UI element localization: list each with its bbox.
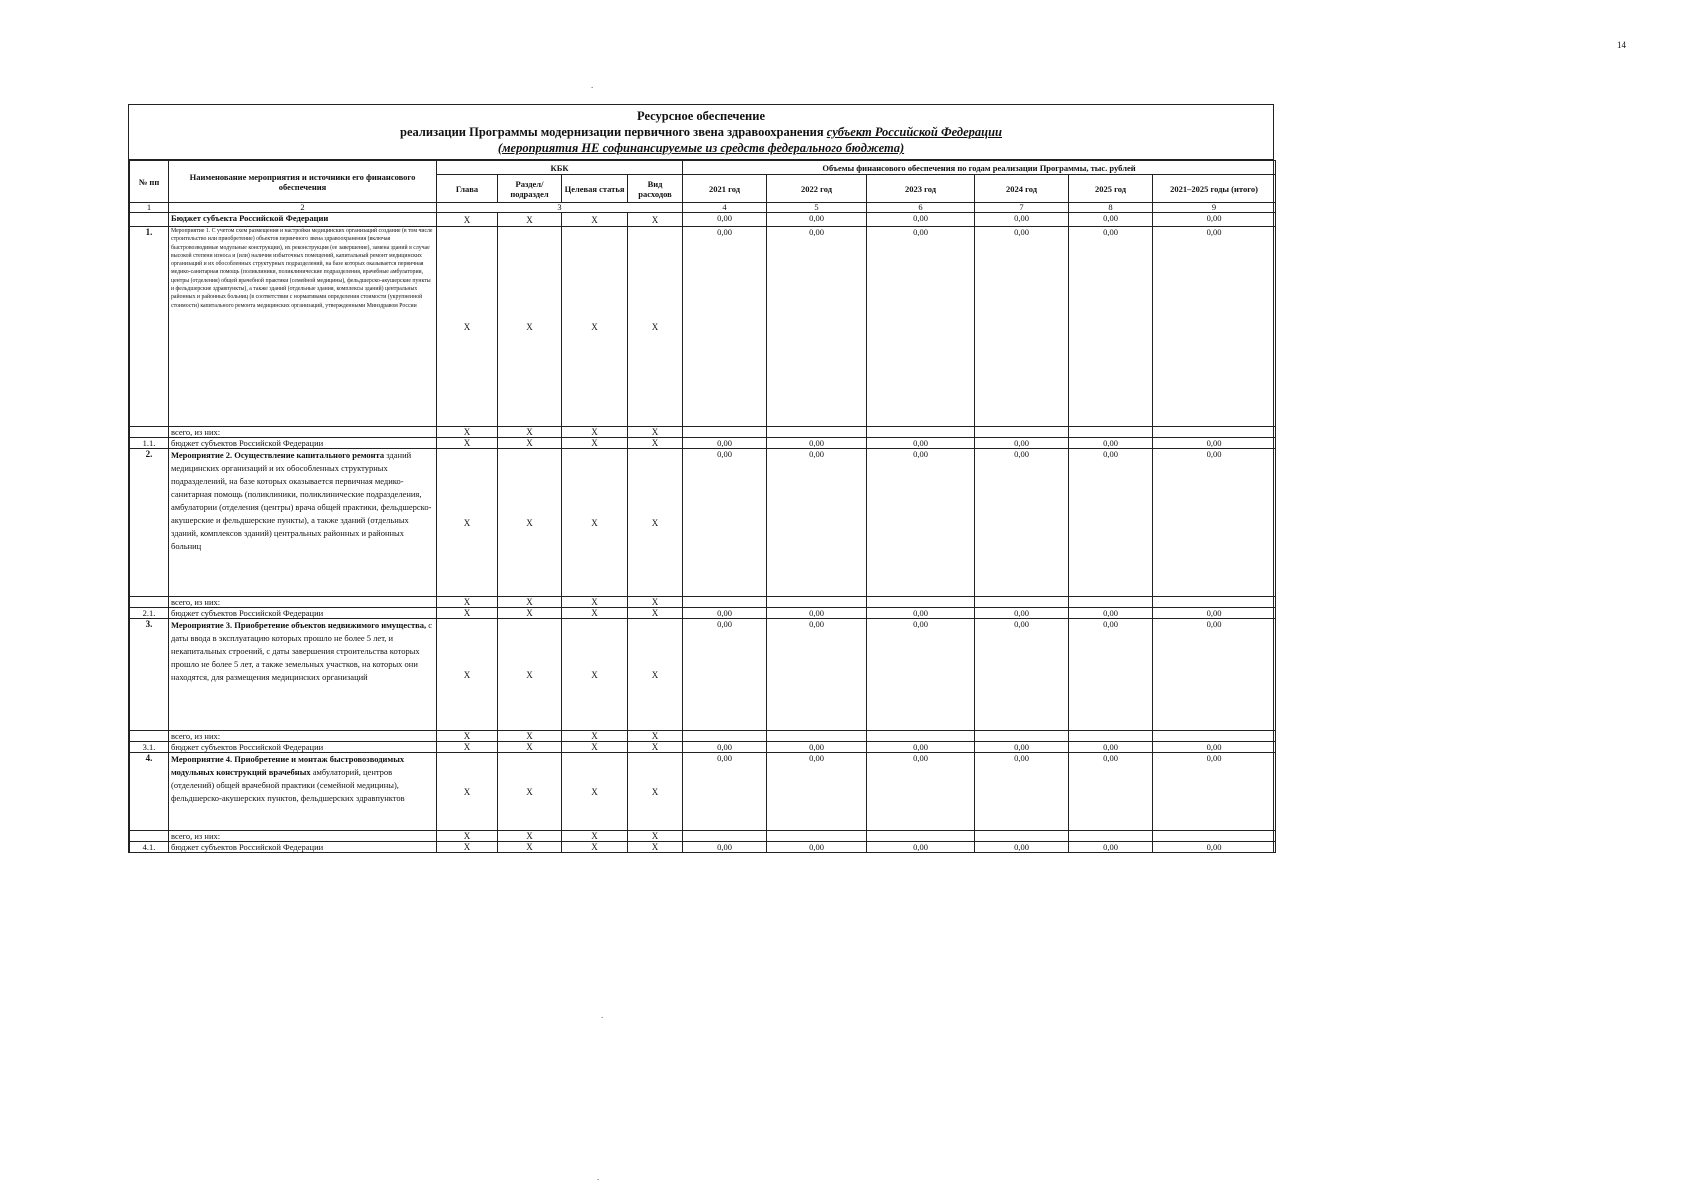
header-year: 2021 год (683, 175, 767, 203)
funding-value: 0,00 (1069, 619, 1153, 731)
funding-value: 0,00 (1153, 619, 1276, 731)
kbk-x-cell: X (498, 831, 562, 842)
funding-value: 0,00 (1153, 449, 1276, 597)
table-row (130, 742, 1276, 753)
funding-value: 0,00 (683, 213, 767, 227)
funding-value: 0,00 (683, 753, 767, 831)
kbk-x-cell: X (628, 438, 683, 449)
empty-cell (867, 597, 975, 608)
funding-value: 0,00 (1069, 438, 1153, 449)
column-number: 3 (437, 203, 683, 213)
kbk-x-cell: X (562, 449, 628, 597)
total-row-label: всего, из них: (169, 731, 437, 742)
column-number: 2 (169, 203, 437, 213)
column-number: 5 (767, 203, 867, 213)
funding-value: 0,00 (1069, 608, 1153, 619)
funding-value: 0,00 (1069, 753, 1153, 831)
measure-number: 3. (130, 619, 169, 731)
kbk-x-cell: X (437, 438, 498, 449)
funding-value: 0,00 (975, 842, 1069, 853)
kbk-x-cell: X (437, 427, 498, 438)
funding-value: 0,00 (683, 227, 767, 427)
measure-text: амбулаторий, центров (отделений) общей врачебной практики (семейной медицины), фельдшерско-акушерских пунктов, фельдшерских здравпунктов (171, 767, 405, 803)
kbk-x-cell: X (562, 438, 628, 449)
measure-description (169, 619, 437, 731)
table-row (130, 842, 1276, 853)
kbk-x-cell: X (628, 842, 683, 853)
empty-cell (130, 427, 169, 438)
funding-value: 0,00 (867, 753, 975, 831)
kbk-x-cell: X (498, 842, 562, 853)
kbk-x-cell: X (562, 753, 628, 831)
kbk-x-cell: X (628, 449, 683, 597)
kbk-x-cell: X (437, 227, 498, 427)
kbk-x-cell: X (437, 608, 498, 619)
kbk-x-cell: X (498, 227, 562, 427)
kbk-x-cell: X (628, 427, 683, 438)
funding-value: 0,00 (767, 742, 867, 753)
measure-text: с даты ввода в эксплуатацию которых прошло не более 5 лет, и некапитальных строений, с даты завершения строительства которых прошло не более 5 лет, а также земельных участков, на которых они находятся, для размещения медицинских организаций (171, 620, 433, 682)
funding-value: 0,00 (975, 227, 1069, 427)
table-row (130, 449, 1276, 597)
scan-mark: . (591, 80, 594, 90)
scan-mark: . (601, 1010, 604, 1020)
sub-number: 4.1. (130, 842, 169, 853)
empty-cell (683, 731, 767, 742)
budget-row-label: Бюджет субъекта Российской Федерации (169, 213, 437, 227)
funding-value: 0,00 (1153, 753, 1276, 831)
funding-table (129, 160, 1276, 853)
sub-row-label: бюджет субъектов Российской Федерации (169, 608, 437, 619)
header-year: 2025 год (1069, 175, 1153, 203)
column-number: 4 (683, 203, 767, 213)
kbk-x-cell: X (437, 753, 498, 831)
empty-cell (1069, 597, 1153, 608)
table-row (130, 227, 1276, 427)
measure-description (169, 227, 437, 427)
kbk-x-cell: X (498, 608, 562, 619)
funding-value: 0,00 (683, 619, 767, 731)
empty-cell (767, 731, 867, 742)
empty-cell (683, 831, 767, 842)
title-line-1: Ресурсное обеспечение (636, 109, 765, 123)
kbk-x-cell: X (562, 427, 628, 438)
sub-number: 1.1. (130, 438, 169, 449)
kbk-x-cell: X (498, 427, 562, 438)
funding-value: 0,00 (867, 742, 975, 753)
table-row (130, 213, 1276, 227)
table-row (130, 597, 1276, 608)
kbk-x-cell: X (437, 619, 498, 731)
funding-value: 0,00 (683, 438, 767, 449)
kbk-x-cell: X (628, 227, 683, 427)
table-title (129, 105, 1273, 160)
empty-cell (767, 831, 867, 842)
funding-value: 0,00 (867, 619, 975, 731)
empty-cell (1069, 831, 1153, 842)
title-prefix: реализации Программы модернизации первичного звена здравоохранения (400, 125, 827, 139)
header-year: 2022 год (767, 175, 867, 203)
header-funding: Объемы финансового обеспечения по годам реализации Программы, тыс. рублей (683, 161, 1276, 175)
header-kbk-col: Целевая статья (562, 175, 628, 203)
funding-value: 0,00 (975, 742, 1069, 753)
kbk-x-cell: X (562, 608, 628, 619)
funding-value: 0,00 (767, 213, 867, 227)
kbk-x-cell: X (562, 831, 628, 842)
kbk-x-cell: X (628, 731, 683, 742)
kbk-x-cell: X (628, 742, 683, 753)
kbk-x-cell: X (437, 831, 498, 842)
funding-value: 0,00 (767, 842, 867, 853)
funding-value: 0,00 (683, 742, 767, 753)
funding-value: 0,00 (975, 438, 1069, 449)
empty-cell (1069, 427, 1153, 438)
empty-cell (1153, 597, 1276, 608)
funding-value: 0,00 (975, 449, 1069, 597)
funding-value: 0,00 (1069, 842, 1153, 853)
header-year: 2023 год (867, 175, 975, 203)
funding-value: 0,00 (1069, 449, 1153, 597)
funding-value: 0,00 (767, 608, 867, 619)
sub-row-label: бюджет субъектов Российской Федерации (169, 742, 437, 753)
total-row-label: всего, из них: (169, 427, 437, 438)
kbk-x-cell: X (437, 449, 498, 597)
kbk-x-cell: X (562, 742, 628, 753)
header-year: 2024 год (975, 175, 1069, 203)
kbk-x-cell: X (628, 753, 683, 831)
empty-cell (130, 597, 169, 608)
kbk-x-cell: X (628, 619, 683, 731)
kbk-x-cell: X (498, 449, 562, 597)
measure-title: Мероприятие 3. Приобретение объектов недвижимого имущества, (171, 620, 429, 630)
sub-number: 2.1. (130, 608, 169, 619)
empty-cell (767, 597, 867, 608)
kbk-x-cell: X (562, 731, 628, 742)
kbk-x-cell: X (437, 597, 498, 608)
funding-value: 0,00 (1069, 227, 1153, 427)
funding-value: 0,00 (867, 438, 975, 449)
funding-value: 0,00 (867, 213, 975, 227)
kbk-x-cell: X (498, 742, 562, 753)
funding-value: 0,00 (975, 608, 1069, 619)
measure-number: 2. (130, 449, 169, 597)
funding-value: 0,00 (767, 438, 867, 449)
header-year: 2021–2025 годы (итого) (1153, 175, 1276, 203)
kbk-x-cell: X (498, 213, 562, 227)
empty-cell (867, 427, 975, 438)
header-kbk-col: Глава (437, 175, 498, 203)
kbk-x-cell: X (562, 213, 628, 227)
empty-cell (867, 731, 975, 742)
kbk-x-cell: X (498, 597, 562, 608)
resource-table-sheet (128, 104, 1274, 853)
kbk-x-cell: X (628, 831, 683, 842)
sub-row-label: бюджет субъектов Российской Федерации (169, 438, 437, 449)
column-number: 6 (867, 203, 975, 213)
funding-value: 0,00 (1153, 842, 1276, 853)
funding-value: 0,00 (683, 608, 767, 619)
empty-cell (975, 597, 1069, 608)
title-subject: субъект Российской Федерации (826, 125, 1002, 139)
empty-cell (975, 731, 1069, 742)
funding-value: 0,00 (683, 449, 767, 597)
header-num: № пп (130, 161, 169, 203)
header-kbk: КБК (437, 161, 683, 175)
kbk-x-cell: X (498, 731, 562, 742)
empty-cell (1153, 831, 1276, 842)
measure-description (169, 753, 437, 831)
kbk-x-cell: X (628, 213, 683, 227)
header-kbk-col: Вид расходов (628, 175, 683, 203)
table-row (130, 753, 1276, 831)
column-number: 7 (975, 203, 1069, 213)
kbk-x-cell: X (498, 438, 562, 449)
empty-cell (867, 831, 975, 842)
measure-description (169, 449, 437, 597)
total-row-label: всего, из них: (169, 597, 437, 608)
kbk-x-cell: X (628, 608, 683, 619)
column-number: 1 (130, 203, 169, 213)
measure-text: С учетом схем размещения и настройки медицинских организаций создание (в том числе строительство или приобретение) объектов первичного звена здравоохранения (включая быстровозводимые модульные конструкции), их реконструкция (ее завершение), замена зданий в случае высокой степени износа и (или) наличия избыточных помещений, капитальный ремонт медицинских организаций и их обособленных структурных подразделений, на базе которых оказывается первичная медико-санитарная помощь (поликлиники, поликлинические подразделения, врачебные амбулатории, центры (отделения) общей врачебной практики (семейной медицины), фельдшерско-акушерские пункты и фельдшерские здравпункты), а также зданий (отдельные здания, комплексы зданий) центральных районных и районных больниц (в соответствии с нормативами определения стоимости (укрупненной стоимости) капитального ремонта медицинских организаций, утвержденными Минздравом России (171, 228, 433, 309)
funding-value: 0,00 (867, 608, 975, 619)
table-row (130, 427, 1276, 438)
kbk-x-cell: X (437, 731, 498, 742)
funding-value: 0,00 (1069, 213, 1153, 227)
measure-number: 4. (130, 753, 169, 831)
empty-cell (683, 597, 767, 608)
table-row (130, 831, 1276, 842)
funding-value: 0,00 (767, 449, 867, 597)
title-line-3: (мероприятия НЕ софинансируемые из средств федерального бюджета) (497, 141, 905, 155)
funding-value: 0,00 (1069, 742, 1153, 753)
measure-title: Мероприятие 2. Осуществление капитального ремонта (171, 450, 387, 460)
funding-value: 0,00 (975, 753, 1069, 831)
kbk-x-cell: X (562, 619, 628, 731)
title-line-2 (129, 124, 1273, 140)
empty-cell (130, 213, 169, 227)
kbk-x-cell: X (498, 753, 562, 831)
kbk-x-cell: X (628, 597, 683, 608)
funding-value: 0,00 (683, 842, 767, 853)
table-row (130, 608, 1276, 619)
header-kbk-col: Раздел/ подраздел (498, 175, 562, 203)
empty-cell (767, 427, 867, 438)
kbk-x-cell: X (562, 227, 628, 427)
column-number: 8 (1069, 203, 1153, 213)
empty-cell (130, 731, 169, 742)
funding-value: 0,00 (1153, 608, 1276, 619)
measure-number: 1. (130, 227, 169, 427)
empty-cell (1069, 731, 1153, 742)
funding-value: 0,00 (1153, 213, 1276, 227)
measure-title: Мероприятие 1. (171, 228, 212, 234)
funding-value: 0,00 (867, 227, 975, 427)
table-row (130, 731, 1276, 742)
empty-cell (130, 831, 169, 842)
measure-title: Мероприятие 4. Приобретение и монтаж быстровозводимых модульных конструкций врачебных (171, 754, 405, 777)
kbk-x-cell: X (437, 742, 498, 753)
scan-mark: . (597, 1172, 600, 1182)
funding-value: 0,00 (1153, 742, 1276, 753)
funding-value: 0,00 (975, 619, 1069, 731)
funding-value: 0,00 (867, 449, 975, 597)
kbk-x-cell: X (562, 597, 628, 608)
sub-number: 3.1. (130, 742, 169, 753)
empty-cell (975, 831, 1069, 842)
funding-value: 0,00 (767, 227, 867, 427)
table-row (130, 619, 1276, 731)
table-row (130, 438, 1276, 449)
kbk-x-cell: X (437, 842, 498, 853)
funding-value: 0,00 (975, 213, 1069, 227)
empty-cell (1153, 731, 1276, 742)
header-name: Наименование мероприятия и источники его финансового обеспечения (169, 161, 437, 203)
funding-value: 0,00 (1153, 438, 1276, 449)
total-row-label: всего, из них: (169, 831, 437, 842)
funding-value: 0,00 (1153, 227, 1276, 427)
column-number: 9 (1153, 203, 1276, 213)
empty-cell (683, 427, 767, 438)
measure-text: зданий медицинских организаций и их обособленных структурных подразделений, на базе которых оказывается первичная медико-санитарная помощь (поликлиники, поликлинические подразделения, амбулатории (отделения (центры) врача общей практики, фельдшерско-акушерские и фельдшерские пункты), а также зданий (отдельных зданий, комплексов зданий) центральных районных и районных больниц (171, 450, 432, 551)
funding-value: 0,00 (767, 753, 867, 831)
empty-cell (975, 427, 1069, 438)
page-number: 14 (1617, 40, 1626, 50)
funding-value: 0,00 (867, 842, 975, 853)
empty-cell (1153, 427, 1276, 438)
funding-value: 0,00 (767, 619, 867, 731)
sub-row-label: бюджет субъектов Российской Федерации (169, 842, 437, 853)
kbk-x-cell: X (437, 213, 498, 227)
kbk-x-cell: X (498, 619, 562, 731)
kbk-x-cell: X (562, 842, 628, 853)
